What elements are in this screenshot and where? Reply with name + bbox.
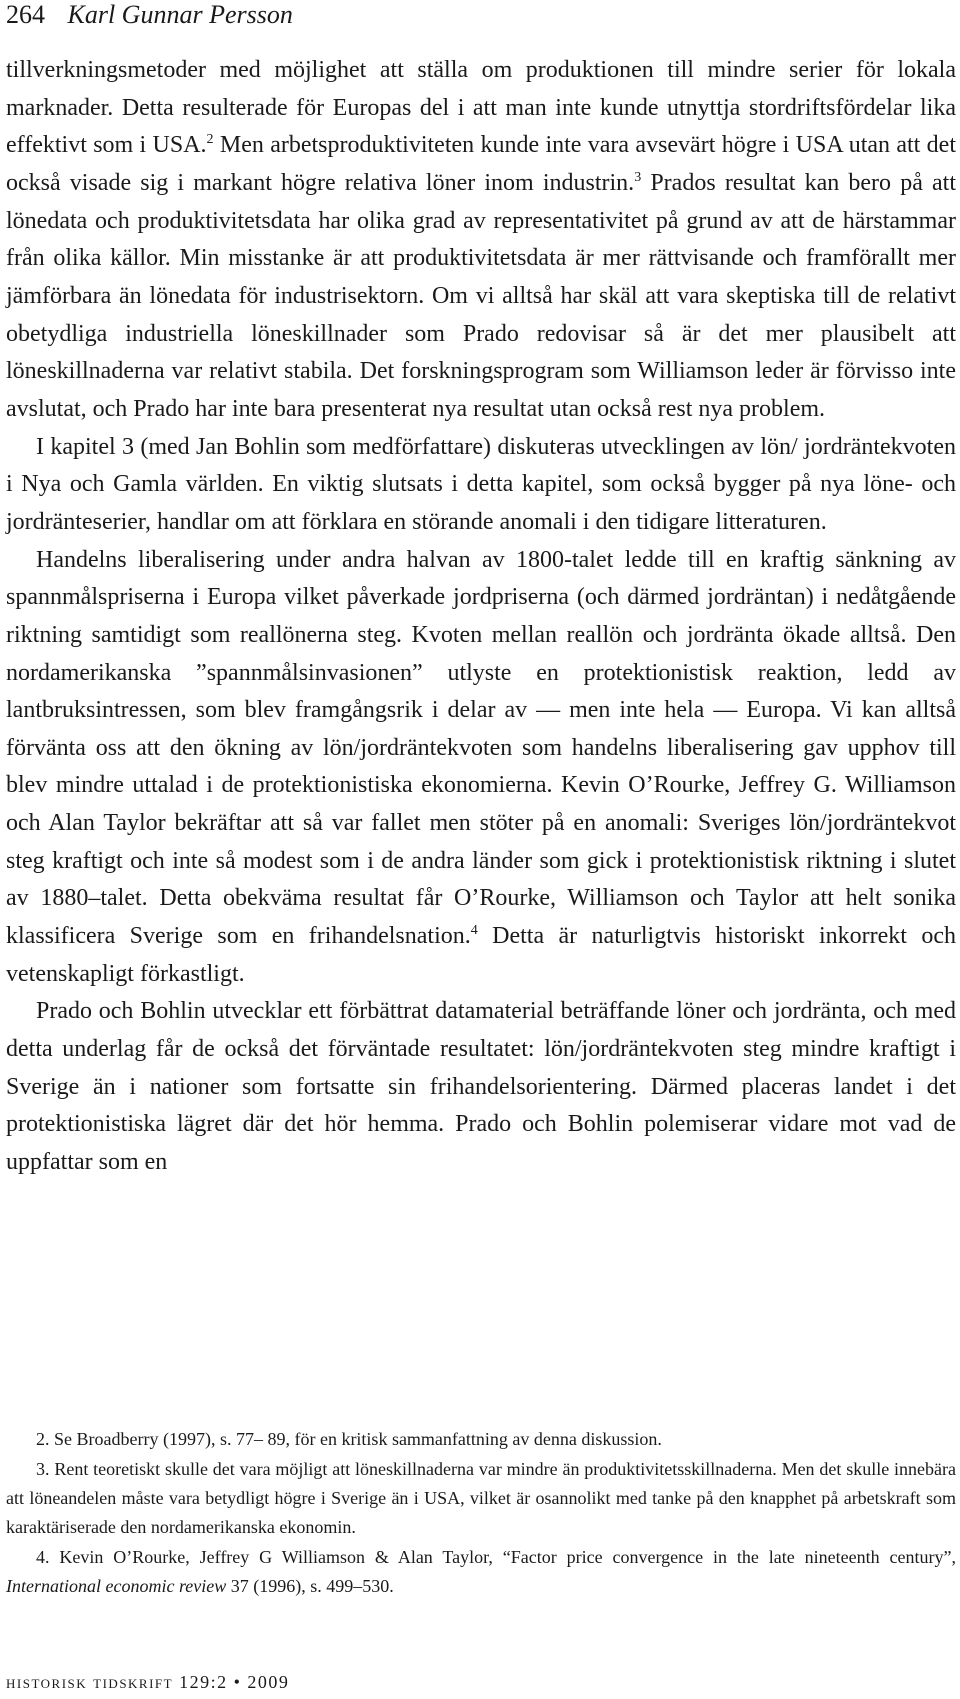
footnote-2: 2. Se Broadberry (1997), s. 77– 89, för en kritisk sammanfattning av denna diskussion. — [36, 1429, 662, 1449]
paragraph-2: I kapitel 3 (med Jan Bohlin som medförfattare) diskuteras utvecklingen av lön/ jordräntekvoten i Nya och Gamla världen. En viktig slutsats i detta kapitel, som också bygger på nya löne- och jordränteserier, handlar om att förklara en störande anomali i den tidigare litteraturen. — [6, 433, 956, 535]
footnotes — [6, 1425, 956, 1602]
footnote-4-text-b: 37 (1996), s. 499–530. — [226, 1576, 394, 1596]
paragraph-3-text-b: Detta är naturligtvis historiskt inkorrekt och vetenskapligt förkastligt. — [6, 923, 957, 987]
footnote-4 — [6, 1543, 956, 1601]
footnote-ref-4[interactable]: 4 — [470, 923, 478, 939]
paragraph-1 — [6, 52, 956, 429]
paragraph-3 — [6, 542, 956, 994]
footnote-4-journal: International economic review — [6, 1576, 227, 1596]
paragraph-1-text-a: tillverkningsmetoder med möjlighet att ställa om produktionen till mindre serier för lokala marknader. Detta resulterade för Europas del i att man inte kunde utnyttja stordriftsfördelar lika effektivt som i USA. — [6, 57, 956, 159]
footnote-ref-2[interactable]: 2 — [206, 132, 214, 148]
paragraph-1-text-c: Prados resultat kan bero på att lönedata och produktivitetsdata har olika grad av representativitet på grund av att de härstammar från olika källor. Min misstanke är att produktivitetsdata är mer rättvisande och framförallt mer jämförbara än lönedata för industrisektorn. Om vi alltså har skäl att vara skeptiska till de relativt obetydliga industriella löneskillnader som Prado redovisar så är det mer plausibelt att löneskillnaderna var relativt stabila. Det forskningsprogram som Williamson leder är förvisso inte avslutat, och Prado har inte bara presenterat nya resultat utan också rest nya problem. — [6, 169, 956, 422]
running-head-author: Karl Gunnar Persson — [67, 0, 293, 29]
footnote-4-text-a: 4. Kevin O’Rourke, Jeffrey G Williamson & Alan Taylor, “Factor price convergence in the late nineteenth century”, — [36, 1547, 956, 1567]
main-text — [6, 52, 956, 1182]
footnote-ref-3[interactable]: 3 — [634, 169, 642, 185]
footnote-3: 3. Rent teoretiskt skulle det vara möjligt att löneskillnaderna var mindre än produktivitetsskillnaderna. Men det skulle innebära att löneandelen måste vara betydligt högre i Sverige än i USA, vilket är osannolikt med tanke på den knapphet på arbetskraft som karaktäriserade den nordamerikanska ekonomin. — [6, 1459, 956, 1537]
journal-footer: historisk tidskrift 129:2 • 2009 — [6, 1672, 290, 1692]
running-header — [6, 0, 293, 30]
paragraph-4: Prado och Bohlin utvecklar ett förbättrat datamaterial beträffande löner och jordränta, och med detta underlag får de också det förväntade resultatet: lön/jordräntekvoten steg mindre kraftigt i Sverige än i nationer som fortsatte sin frihandelsorientering. Därmed placeras landet i det protektionistiska lägret där det hör hemma. Prado och Bohlin polemiserar vidare mot vad de uppfattar som en — [6, 998, 956, 1176]
paragraph-1-text-b: Men arbetsproduktiviteten kunde inte vara avsevärt högre i USA utan att det också visade sig i markant högre relativa löner inom industrin. — [6, 132, 956, 196]
page-number: 264 — [6, 0, 45, 29]
paragraph-3-text-a: Handelns liberalisering under andra halvan av 1800-talet ledde till en kraftig sänkning av spannmålspriserna i Europa vilket påverkade jordpriserna (och därmed jordräntan) i nedåtgående riktning samtidigt som reallönerna steg. Kvoten mellan reallön och jordränta ökade alltså. Den nordamerikanska ”spannmålsinvasionen” utlyste en protektionistisk reaktion, ledd av lantbruksintressen, som blev framgångsrik i delar av — men inte hela — Europa. Vi kan alltså förvänta oss att den ökning av lön/jordräntekvoten som handelns liberalisering gav upphov till blev mindre uttalad i de protektionistiska ekonomierna. Kevin O’Rourke, Jeffrey G. Williamson och Alan Taylor bekräftar att så var fallet men stöter på en anomali: Sveriges lön/jordräntekvot steg kraftigt och inte så modest som i de andra länder som gick i protektionistisk riktning i slutet av 1880–talet. Detta obekväma resultat får O’Rourke, Williamson och Taylor att helt sonika klassificera Sverige som en frihandelsnation. — [6, 546, 956, 950]
